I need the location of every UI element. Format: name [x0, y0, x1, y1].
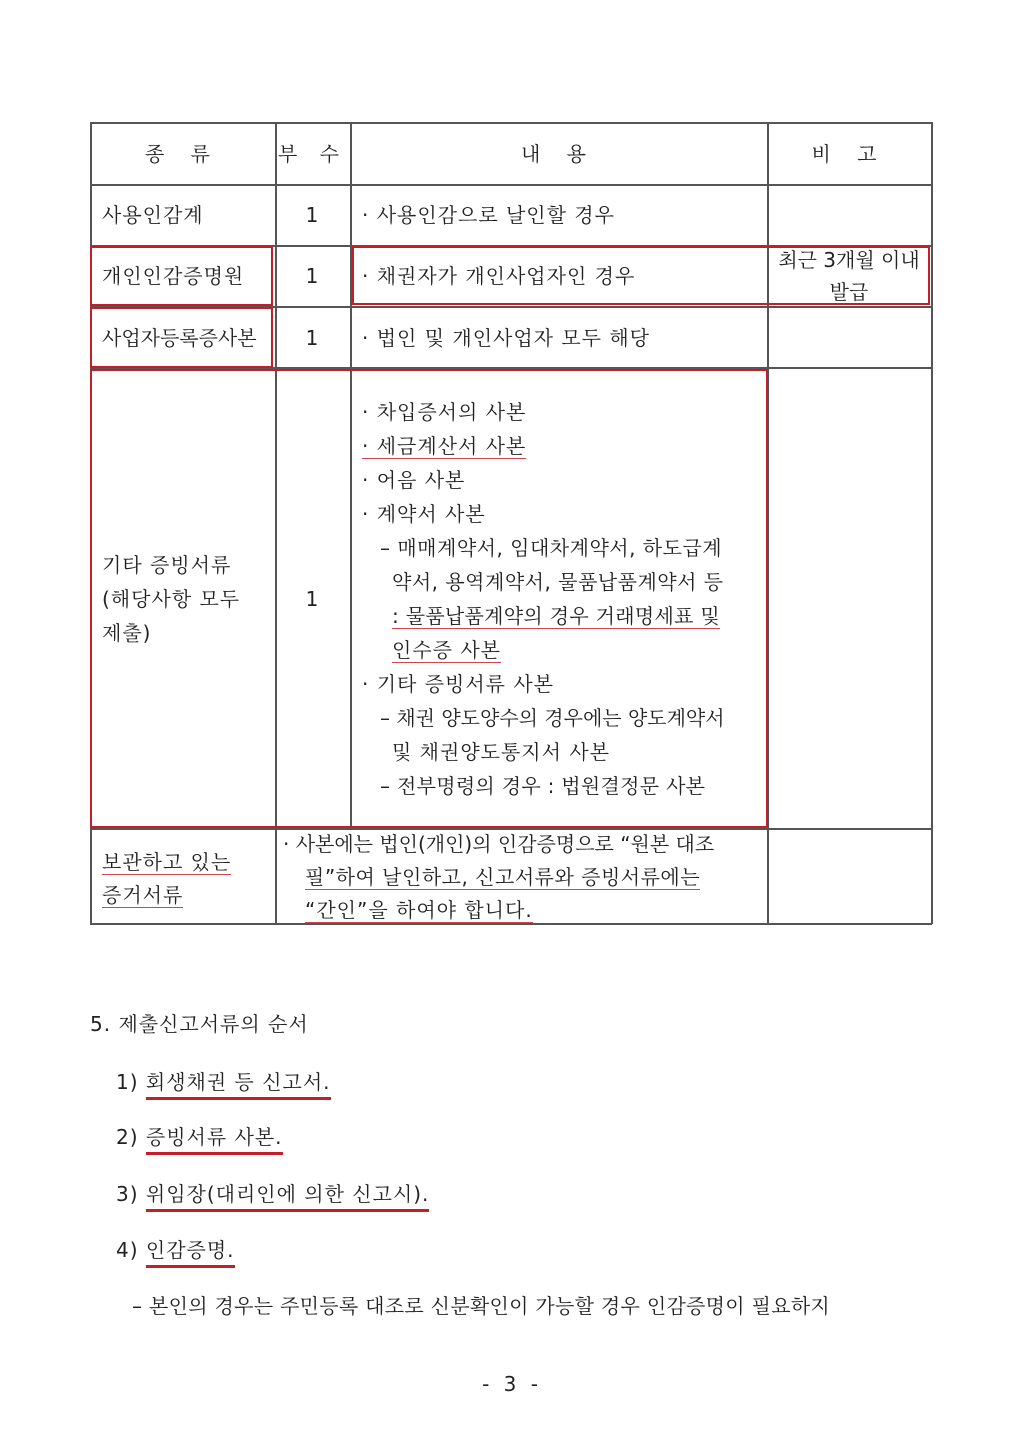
annotation-box — [90, 246, 273, 306]
row-count: 1 — [305, 587, 320, 611]
row-type-personal-seal-certificate: 개인인감증명원 — [102, 264, 245, 288]
underlined-text: : 물품납품계약의 경우 거래명세표 및 — [392, 604, 720, 628]
content-line: 약서, 용역계약서, 물품납품계약서 등 — [392, 570, 724, 594]
underlined-text: · 세금계산서 사본 — [362, 434, 527, 458]
underlined-text: 보관하고 있는 — [102, 850, 232, 874]
row-count: 1 — [305, 264, 320, 288]
content-line: · 사본에는 법인(개인)의 인감증명으로 “원본 대조 — [283, 832, 715, 856]
row-content: · 사용인감으로 날인할 경우 — [362, 203, 615, 227]
header-count: 부 수 — [278, 142, 347, 166]
content-line: · 어음 사본 — [362, 468, 466, 492]
row-count: 1 — [305, 326, 320, 350]
list-item-number: 1) — [116, 1070, 139, 1094]
row-type-other-evidence: 제출) — [102, 621, 152, 645]
list-item-number: 2) — [116, 1125, 139, 1149]
annotation-box — [352, 246, 930, 305]
content-line — [305, 861, 700, 894]
row-type-other-evidence: (해당사항 모두 — [102, 587, 241, 611]
header-content: 내 용 — [521, 142, 596, 166]
content-line: · 계약서 사본 — [362, 502, 486, 526]
content-line: · 기타 증빙서류 사본 — [362, 672, 554, 696]
header-note: 비 고 — [811, 142, 887, 166]
content-line: 및 채권양도통지서 사본 — [392, 740, 610, 764]
list-item-number: 4) — [116, 1238, 139, 1262]
list-item-text: 위임장(대리인에 의한 신고시). — [146, 1182, 430, 1212]
row-type-kept-evidence — [102, 879, 183, 912]
underlined-text: 필”하여 날인하고, 신고서류와 증빙서류에는 — [305, 865, 701, 889]
list-item — [116, 1234, 235, 1263]
row-type-usage-seal: 사용인감계 — [102, 203, 204, 227]
row-content: · 채권자가 개인사업자인 경우 — [362, 264, 636, 288]
underlined-text: 증거서류 — [102, 883, 184, 907]
content-line: – 채권 양도양수의 경우에는 양도계약서 — [380, 706, 725, 730]
content-line: – 전부명령의 경우 : 법원결정문 사본 — [380, 774, 706, 798]
list-item-text: 인감증명. — [146, 1238, 235, 1268]
content-line: · 차입증서의 사본 — [362, 400, 527, 424]
section-title: 5. 제출신고서류의 순서 — [90, 1012, 309, 1036]
list-item-number: 3) — [116, 1182, 139, 1206]
underlined-text: 인수증 사본 — [392, 638, 501, 662]
row-count: 1 — [305, 203, 320, 227]
row-content: · 법인 및 개인사업자 모두 해당 — [362, 326, 650, 350]
header-type: 종 류 — [145, 142, 220, 166]
content-line — [305, 894, 533, 927]
row-type-business-registration: 사업자등록증사본 — [102, 326, 257, 350]
page-number: - 3 - — [482, 1372, 542, 1396]
row-type-other-evidence: 기타 증빙서류 — [102, 553, 232, 577]
annotation-box — [90, 307, 273, 368]
annotation-box — [90, 369, 768, 828]
list-item-text: 회생채권 등 신고서. — [146, 1070, 331, 1100]
list-item — [116, 1178, 429, 1207]
list-item — [116, 1121, 283, 1150]
section-note: – 본인의 경우는 주민등록 대조로 신분확인이 가능할 경우 인감증명이 필요하지 — [132, 1294, 831, 1318]
row-note-line1: 최근 3개월 이내 — [778, 248, 920, 272]
list-item — [116, 1066, 331, 1095]
underlined-text: “간인”을 하여야 합니다. — [305, 898, 533, 922]
row-type-kept-evidence — [102, 846, 231, 879]
row-note-line2: 발급 — [829, 280, 869, 304]
content-line: – 매매계약서, 임대차계약서, 하도급계 — [380, 536, 723, 560]
list-item-text: 증빙서류 사본. — [146, 1125, 283, 1155]
